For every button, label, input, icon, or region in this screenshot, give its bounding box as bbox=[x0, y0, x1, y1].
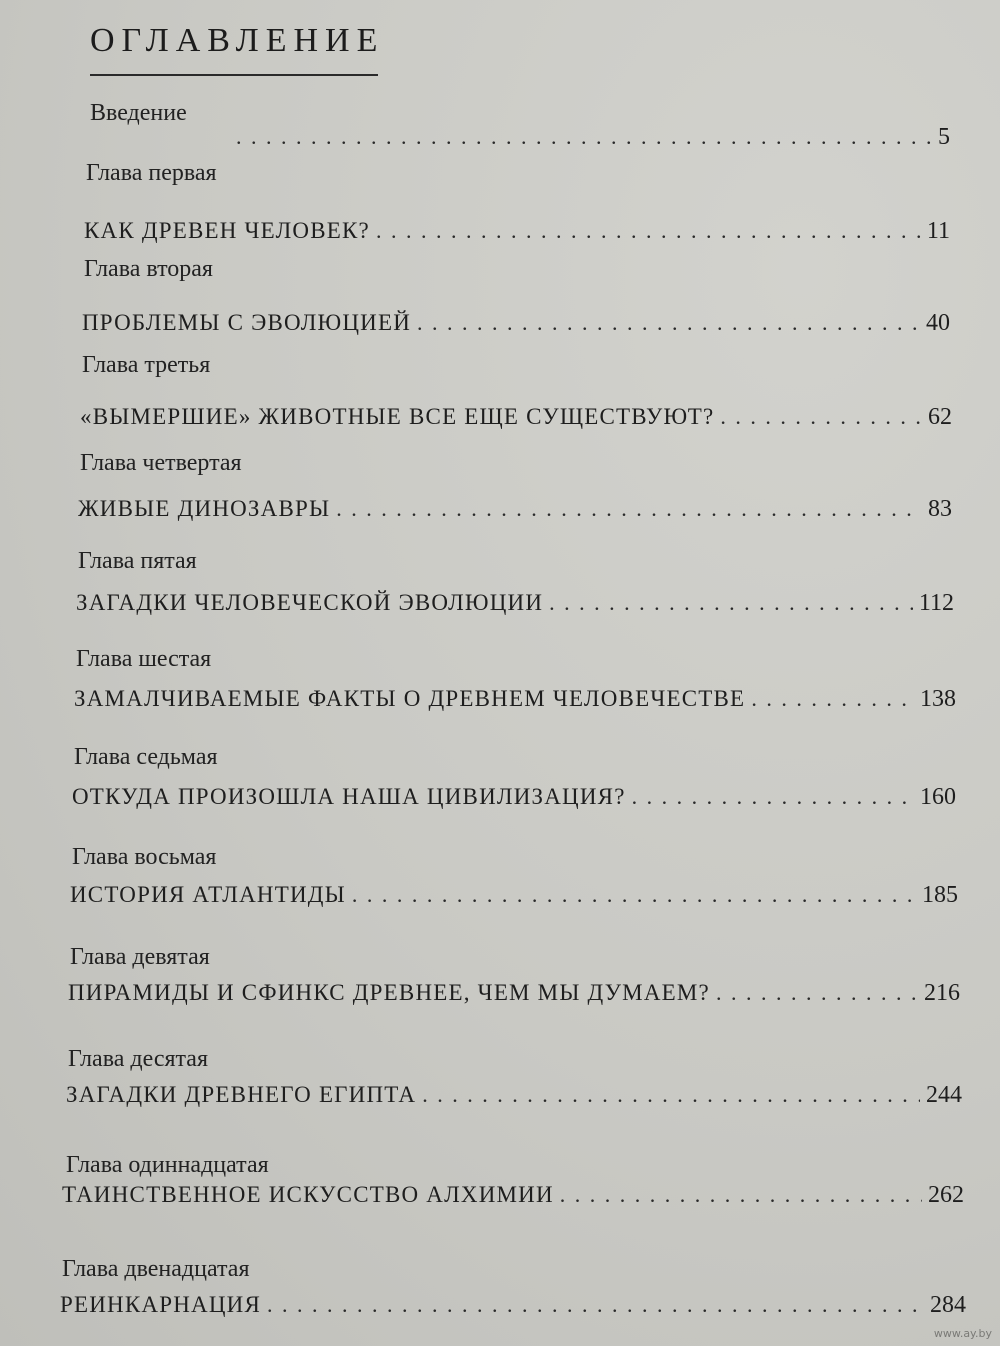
chapter-heading: ОТКУДА ПРОИЗОШЛА НАША ЦИВИЛИЗАЦИЯ? bbox=[72, 784, 626, 809]
chapter-heading: ТАИНСТВЕННОЕ ИСКУССТВО АЛХИМИИ bbox=[62, 1182, 554, 1207]
toc-entry-line[interactable] bbox=[230, 124, 950, 151]
title-underline bbox=[90, 74, 378, 76]
toc-entry-line[interactable] bbox=[76, 590, 954, 617]
chapter-heading: ЗАМАЛЧИВАЕМЫЕ ФАКТЫ О ДРЕВНЕМ ЧЕЛОВЕЧЕСТВЕ bbox=[74, 686, 746, 711]
dot-leader bbox=[632, 784, 914, 810]
page-number: 262 bbox=[928, 1182, 964, 1208]
dot-leader bbox=[376, 218, 921, 244]
dot-leader bbox=[560, 1182, 922, 1208]
toc-entry-line[interactable] bbox=[62, 1182, 964, 1209]
dot-leader bbox=[716, 980, 918, 1006]
dot-leader bbox=[417, 310, 920, 336]
toc-entry-label: Глава девятая bbox=[70, 944, 210, 970]
page-number: 62 bbox=[928, 404, 952, 430]
toc-entry-label: Глава третья bbox=[82, 352, 211, 378]
toc-entry-line[interactable] bbox=[78, 496, 952, 523]
dot-leader bbox=[720, 404, 922, 430]
page-number: 216 bbox=[924, 980, 960, 1006]
toc-entry-line[interactable] bbox=[84, 218, 950, 245]
page-number: 185 bbox=[922, 882, 958, 908]
chapter-heading: ИСТОРИЯ АТЛАНТИДЫ bbox=[70, 882, 346, 907]
toc-entry-line[interactable] bbox=[82, 310, 950, 337]
toc-entry-label: Глава десятая bbox=[68, 1046, 208, 1072]
toc-entry-line[interactable] bbox=[80, 404, 952, 431]
dot-leader bbox=[352, 882, 916, 908]
toc-entry-label: Глава седьмая bbox=[74, 744, 218, 770]
dot-leader bbox=[549, 590, 913, 616]
page-number: 244 bbox=[926, 1082, 962, 1108]
page-number: 5 bbox=[938, 124, 950, 150]
page-number: 284 bbox=[930, 1292, 966, 1318]
page-number: 160 bbox=[920, 784, 956, 810]
toc-entry-line[interactable] bbox=[68, 980, 960, 1007]
chapter-heading: «ВЫМЕРШИЕ» ЖИВОТНЫЕ ВСЕ ЕЩЕ СУЩЕСТВУЮТ? bbox=[80, 404, 715, 429]
site-watermark: www.ay.by bbox=[933, 1327, 992, 1340]
toc-entry-label: Глава одиннадцатая bbox=[66, 1152, 269, 1178]
toc-entry-label: Глава шестая bbox=[76, 646, 212, 672]
toc-entry-label: Глава пятая bbox=[78, 548, 197, 574]
dot-leader bbox=[751, 686, 914, 712]
toc-entry-label: Глава первая bbox=[86, 160, 217, 186]
chapter-heading: ЗАГАДКИ ЧЕЛОВЕЧЕСКОЙ ЭВОЛЮЦИИ bbox=[76, 590, 544, 615]
chapter-heading: РЕИНКАРНАЦИЯ bbox=[60, 1292, 261, 1317]
chapter-heading: ЗАГАДКИ ДРЕВНЕГО ЕГИПТА bbox=[66, 1082, 417, 1107]
page-number: 138 bbox=[920, 686, 956, 712]
page-number: 11 bbox=[926, 218, 950, 244]
page-number: 83 bbox=[928, 496, 952, 522]
dot-leader bbox=[336, 496, 922, 522]
toc-entry-label: Глава вторая bbox=[84, 256, 213, 282]
toc-entry-label: Глава двенадцатая bbox=[62, 1256, 250, 1282]
toc-entry-line[interactable] bbox=[70, 882, 958, 909]
dot-leader bbox=[236, 124, 932, 150]
toc-entry-line[interactable] bbox=[72, 784, 956, 811]
chapter-heading: ПИРАМИДЫ И СФИНКС ДРЕВНЕЕ, ЧЕМ МЫ ДУМАЕМ? bbox=[68, 980, 710, 1005]
chapter-heading: ЖИВЫЕ ДИНОЗАВРЫ bbox=[78, 496, 331, 521]
toc-entry-label: Введение bbox=[90, 100, 187, 126]
dot-leader bbox=[267, 1292, 924, 1318]
page-title: ОГЛАВЛЕНИЕ bbox=[90, 22, 385, 59]
dot-leader bbox=[422, 1082, 920, 1108]
page-number: 112 bbox=[918, 590, 954, 616]
chapter-heading: КАК ДРЕВЕН ЧЕЛОВЕК? bbox=[84, 218, 370, 243]
toc-entry-label: Глава восьмая bbox=[72, 844, 217, 870]
toc-entry-line[interactable] bbox=[66, 1082, 962, 1109]
toc-entry-line[interactable] bbox=[74, 686, 956, 713]
toc-entry-line[interactable] bbox=[60, 1292, 966, 1319]
toc-entry-label: Глава четвертая bbox=[80, 450, 242, 476]
chapter-heading: ПРОБЛЕМЫ С ЭВОЛЮЦИЕЙ bbox=[82, 310, 412, 335]
page-number: 40 bbox=[926, 310, 950, 336]
